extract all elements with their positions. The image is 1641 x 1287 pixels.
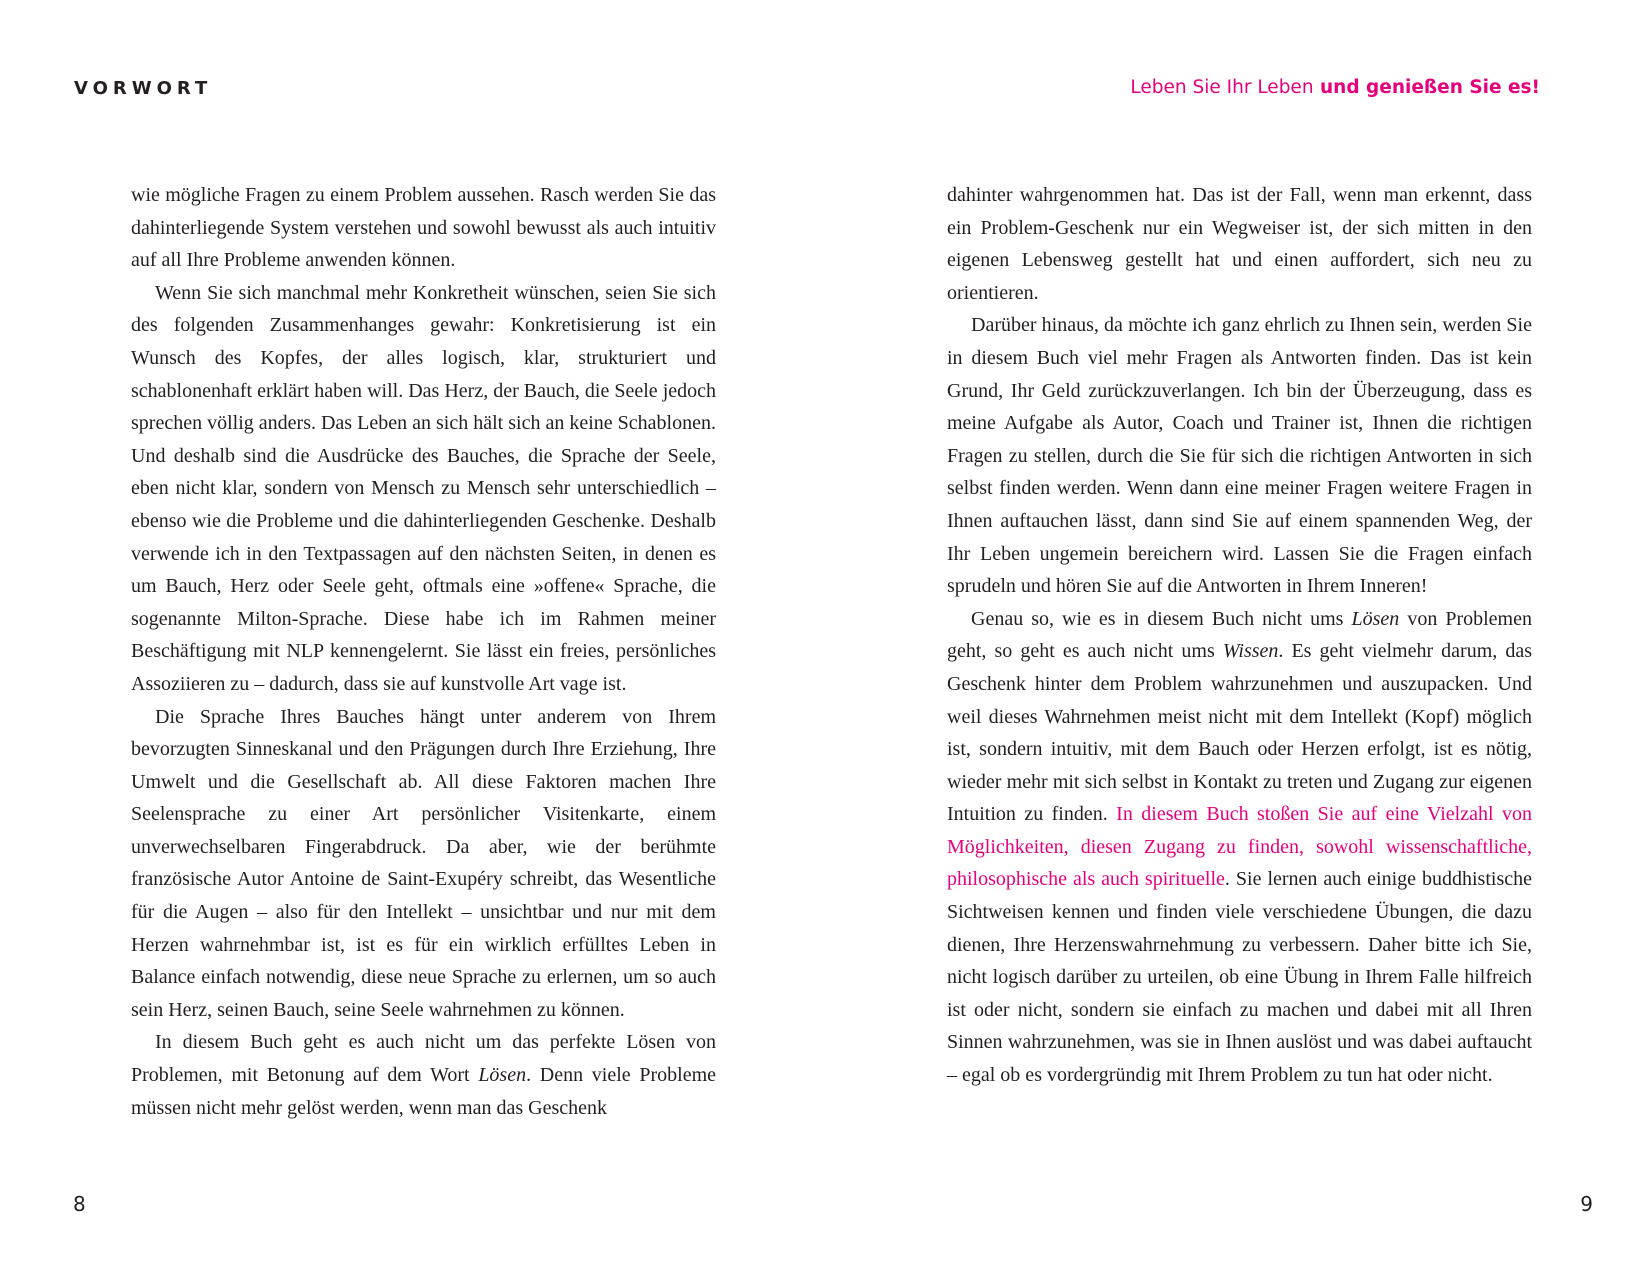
paragraph: Wenn Sie sich manchmal mehr Konkretheit wünschen, seien Sie sich des folgenden Zusammenhanges gewahr: Konkretisierung ist ein Wunsch des Kopfes, der alles logisch, klar, strukturiert und schablonenhaft erklärt haben will. Das Herz, der Bauch, die Seele jedoch sprechen völlig anders. Das Leben an sich hält sich an keine Schablonen. Und deshalb sind die Ausdrücke des Bauches, die Sprache der Seele, eben nicht klar, sondern von Mensch zu Mensch sehr unterschiedlich – ebenso wie die Probleme und die dahinterliegenden Geschenke. Deshalb verwende ich in den Textpassagen auf den nächsten Seiten, in denen es um Bauch, Herz oder Seele geht, oftmals eine »offene« Sprache, die sogenannte Milton-Sprache. Diese habe ich im Rahmen meiner Beschäftigung mit NLP kennengelernt. Sie lässt ein freies, persönliches Assoziieren zu – dadurch, dass sie auf kunstvolle Art vage ist. xyxy=(131,281,716,695)
text-run: Genau so, wie es in diesem Buch nicht ums xyxy=(971,607,1352,630)
running-head-light: Leben Sie Ihr Leben xyxy=(1130,77,1314,98)
paragraph xyxy=(947,603,1532,1092)
paragraph xyxy=(131,1026,716,1124)
paragraph: dahinter wahrgenommen hat. Das ist der Fall, wenn man erkennt, dass ein Problem-Geschenk nur ein Wegweiser ist, der sich mitten in den eigenen Lebensweg gestellt hat und einen auffordert, sich neu zu orientieren. xyxy=(947,184,1532,304)
running-head-title xyxy=(1130,77,1540,98)
running-head-bold: und genießen Sie es! xyxy=(1320,77,1540,98)
left-text-column xyxy=(131,179,716,1124)
highlighted-text: In diesem Buch stoßen Sie auf eine Vielzahl von Möglichkeiten, diesen Zugang zu finden, sowohl wissenschaftliche, philosophische als auch spirituelle xyxy=(947,803,1532,891)
left-page xyxy=(0,0,820,1287)
right-text-column xyxy=(947,179,1532,1092)
page-number: 9 xyxy=(1580,1192,1593,1216)
paragraph: Die Sprache Ihres Bauches hängt unter anderem von Ihrem bevorzugten Sinneskanal und den Prägungen durch Ihre Erziehung, Ihre Umwelt und die Gesellschaft ab. All diese Faktoren machen Ihre Seelensprache zu einer Art persönlicher Visitenkarte, einem unverwechselbaren Fingerabdruck. Da aber, wie der berühmte französische Autor Antoine de Saint-Exupéry schreibt, das Wesentliche für die Augen – also für den Intellekt – unsichtbar und nur mit dem Herzen wahrnehmbar ist, ist es für ein wirklich erfülltes Leben in Balance einfach notwendig, diese neue Sprache zu erlernen, um so auch sein Herz, seinen Bauch, seine Seele wahrnehmen zu können. xyxy=(131,705,716,1021)
emphasis: Lösen xyxy=(478,1064,527,1087)
text-run: . Es geht vielmehr darum, das Geschenk hinter dem Problem wahrzunehmen und auszupacken. Und weil dieses Wahrnehmen meist nicht mit dem Intellekt (Kopf) möglich ist, sondern intuitiv, mit dem Bauch oder Herzen erfolgt, ist es nötig, wieder mehr mit sich selbst in Kontakt zu treten und Zugang zur eigenen Intuition zu finden. xyxy=(947,640,1532,826)
emphasis: Lösen xyxy=(1351,607,1400,630)
paragraph: Darüber hinaus, da möchte ich ganz ehrlich zu Ihnen sein, werden Sie in diesem Buch viel mehr Fragen als Antworten finden. Das ist kein Grund, Ihr Geld zurückzuverlangen. Ich bin der Überzeugung, dass es meine Aufgabe als Autor, Coach und Trainer ist, Ihnen die richtigen Fragen zu stellen, durch die Sie für sich die richtigen Antworten in sich selbst finden werden. Wenn dann eine meiner Fragen weitere Fragen in Ihnen auftauchen lässt, dann sind Sie auf einem spannenden Weg, der Ihr Leben ungemein bereichern wird. Lassen Sie die Fragen einfach sprudeln und hören Sie auf die Antworten in Ihrem Inneren! xyxy=(947,314,1532,598)
text-run: . Denn viele Probleme müssen nicht mehr gelöst werden, wenn man das Geschenk xyxy=(131,1064,716,1119)
text-run: . Sie lernen auch einige buddhistische Sichtweisen kennen und finden viele verschiedene Übungen, die dazu dienen, Ihre Herzenswahrnehmung zu verbessern. Daher bitte ich Sie, nicht logisch darüber zu urteilen, ob eine Übung in Ihrem Falle hilfreich ist oder nicht, sondern sie einfach zu machen und dabei mit all Ihren Sinnen wahrzunehmen, was sie in Ihnen auslöst und was dabei auftaucht – egal ob es vordergründig mit Ihrem Problem zu tun hat oder nicht. xyxy=(947,868,1532,1087)
paragraph: wie mögliche Fragen zu einem Problem aussehen. Rasch werden Sie das dahinterliegende System verstehen und sowohl bewusst als auch intuitiv auf all Ihre Probleme anwenden können. xyxy=(131,184,716,272)
text-run: In diesem Buch geht es auch nicht um das perfekte Lösen von Problemen, mit Betonung auf dem Wort xyxy=(131,1031,716,1087)
running-head-chapter: VORWORT xyxy=(74,78,213,99)
page-number: 8 xyxy=(73,1192,86,1216)
emphasis: Wissen xyxy=(1222,640,1279,663)
text-run: von Problemen geht, so geht es auch nicht ums xyxy=(947,607,1532,663)
right-page xyxy=(820,0,1641,1287)
